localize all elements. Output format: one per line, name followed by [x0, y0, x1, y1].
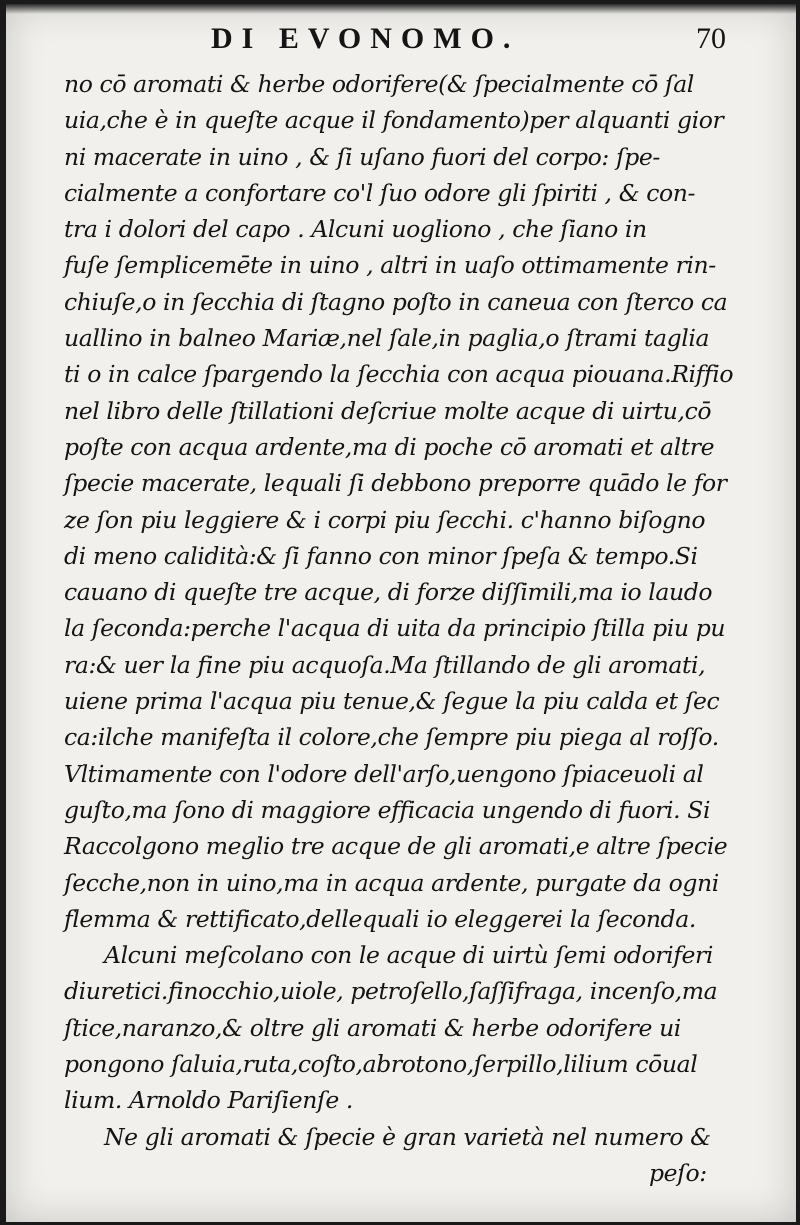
- body-text: [64, 66, 784, 1191]
- text-line: guſto,ma ſono di maggiore efficacia ungendo di fuori. Si: [64, 795, 711, 824]
- text-line: ze ſon piu leggiere & i corpi piu ſecchi. c'hanno biſogno: [64, 505, 706, 534]
- text-line: lium. Arnoldo Pariſienſe .: [64, 1086, 353, 1115]
- text-line: ſecche,non in uino,ma in acqua ardente, purgate da ogni: [64, 868, 719, 897]
- text-line: ſpecie macerate, lequali ſi debbono preporre quādo le for: [64, 469, 727, 498]
- text-line: di meno calidità:& ſi fanno con minor ſpeſa & tempo.Si: [64, 541, 698, 570]
- text-line: ni macerate in uino , & ſi uſano fuori del corpo: ſpe-: [64, 142, 660, 171]
- text-line: nel libro delle ſtillationi deſcriue molte acque di uirtu,cō: [64, 396, 712, 425]
- text-line: ti o in calce ſpargendo la ſecchia con acqua piouana.Riffio: [64, 360, 734, 389]
- text-line: uiene prima l'acqua piu tenue,& ſegue la piu calda et ſec: [64, 687, 720, 716]
- text-line: Raccolgono meglio tre acque de gli aromati,e altre ſpecie: [64, 832, 728, 861]
- text-line: uallino in balneo Mariæ,nel ſale,in paglia,o ſtrami taglia: [64, 324, 710, 353]
- book-page: [6, 4, 796, 1222]
- text-line: cauano di queſte tre acque, di forze diſſimili,ma io laudo: [64, 578, 713, 607]
- text-line: diuretici.finocchio,uiole, petroſello,ſaſſifraga, incenſo,ma: [64, 977, 718, 1006]
- text-line: la ſeconda:perche l'acqua di uita da principio ſtilla piu pu: [64, 614, 726, 643]
- text-line: ca:ilche manifeſta il colore,che ſempre piu piega al roſſo.: [64, 723, 719, 752]
- text-line: chiuſe,o in ſecchia di ſtagno poſto in caneua con ſterco ca: [64, 287, 728, 316]
- catchword-line: peſo:: [649, 1158, 707, 1187]
- text-line: ſtice,naranzo,& oltre gli aromati & herbe odorifere ui: [64, 1013, 681, 1042]
- text-line: pongono ſaluia,ruta,coſto,abrotono,ſerpillo,lilium cōual: [64, 1050, 698, 1079]
- text-line: ra:& uer la fine piu acquoſa.Ma ſtillando de gli aromati,: [64, 650, 706, 679]
- running-head: DI EVONOMO.: [211, 22, 520, 55]
- paragraph-start-line: Alcuni meſcolano con le acque di uirtù ſemi odoriferi: [104, 941, 713, 970]
- text-line: Vltimamente con l'odore dell'arſo,uengono ſpiaceuoli al: [64, 759, 704, 788]
- page-number: 70: [696, 22, 726, 55]
- text-line: cialmente a confortare co'l ſuo odore gli ſpiriti , & con-: [64, 178, 696, 207]
- text-line: flemma & rettificato,dellequali io eleggerei la ſeconda.: [64, 904, 696, 933]
- paragraph-start-line: Ne gli aromati & ſpecie è gran varietà nel numero &: [104, 1122, 711, 1151]
- text-line: tra i dolori del capo . Alcuni uogliono , che ſiano in: [64, 215, 647, 244]
- text-line: uia,che è in queſte acque il fondamento)per alquanti gior: [64, 106, 724, 135]
- text-line: fuſe ſemplicemēte in uino , altri in uaſo ottimamente rin-: [64, 251, 716, 280]
- text-line: no cō aromati & herbe odorifere(& ſpecialmente cō ſal: [64, 70, 694, 98]
- text-line: poſte con acqua ardente,ma di poche cō aromati et altre: [64, 432, 715, 461]
- page-header: [211, 22, 726, 62]
